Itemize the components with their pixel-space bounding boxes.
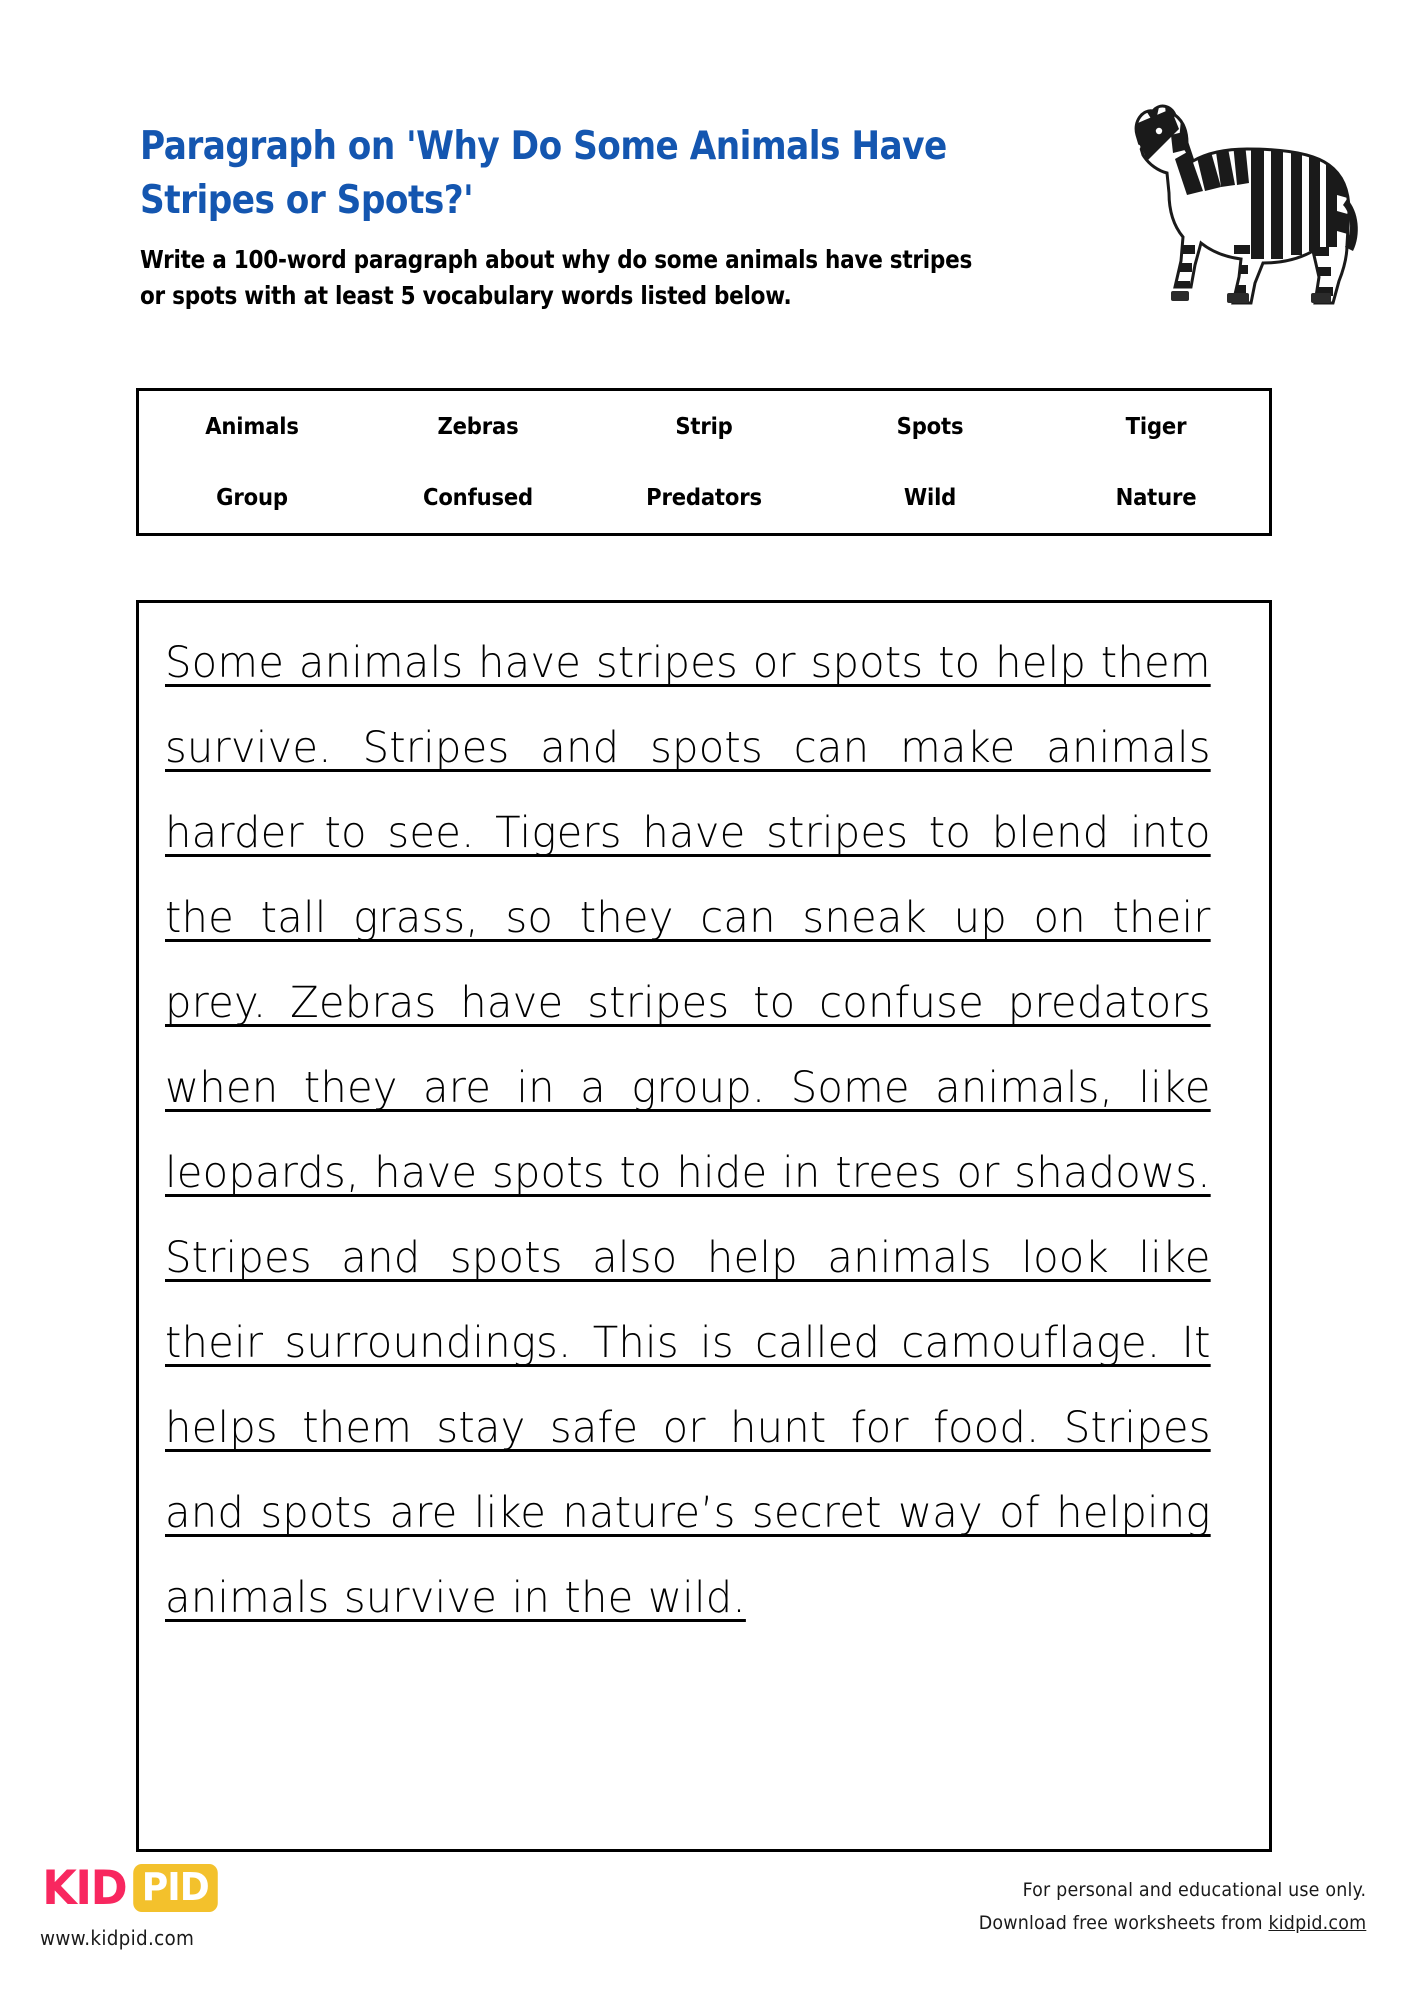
footer — [0, 1852, 1414, 1982]
vocabulary-word: Nature — [1115, 484, 1197, 511]
instructions-text: Write a 100-word paragraph about why do some animals have stripes or spots with at least 5 vocabulary words listed below. — [140, 244, 973, 311]
answer-paragraph: Some animals have stripes or spots to help them survive. Stripes and spots can make animals harder to see. Tigers have stripes to blend into the tall grass, so they can sneak up on their prey. Zebras have stripes to confuse predators when they are in a group. Some animals, like leopards, have spots to hide in trees or shadows. Stripes and spots also help animals look like their surroundings. This is called camouflage. It helps them stay safe or hunt for food. Stripes and spots are like nature’s secret way of helping animals survive in the wild. — [165, 638, 1211, 1623]
logo-mark — [40, 1860, 220, 1916]
footer-notice-line2 — [978, 1907, 1366, 1940]
vocabulary-word: Tiger — [1125, 413, 1187, 440]
header — [140, 120, 1090, 315]
vocabulary-word: Spots — [896, 413, 964, 440]
footer-notice-prefix: Download free worksheets from — [978, 1912, 1269, 1935]
footer-notice — [978, 1874, 1366, 1941]
vocabulary-word: Zebras — [437, 413, 519, 440]
page-title: Paragraph on 'Why Do Some Animals Have Stripes or Spots?' — [140, 124, 947, 223]
vocabulary-row — [139, 391, 1269, 462]
vocabulary-word: Strip — [675, 413, 733, 440]
logo-website-text: www.kidpid.com — [40, 1926, 195, 1950]
answer-box[interactable] — [136, 600, 1272, 1852]
footer-kidpid-link[interactable]: kidpid.com — [1268, 1912, 1366, 1935]
logo-kid-text: KID — [42, 1860, 127, 1916]
vocabulary-word: Animals — [205, 413, 299, 440]
logo-pid-text: PID — [134, 1864, 218, 1912]
vocabulary-row — [139, 462, 1269, 533]
vocabulary-word: Confused — [422, 484, 534, 511]
zebra-icon — [1075, 95, 1375, 325]
kidpid-logo[interactable] — [40, 1860, 220, 1950]
vocabulary-box — [136, 388, 1272, 536]
footer-notice-line1: For personal and educational use only. — [1022, 1879, 1366, 1901]
vocabulary-word: Predators — [646, 484, 762, 511]
vocabulary-word: Group — [216, 484, 288, 511]
vocabulary-word: Wild — [903, 484, 957, 511]
